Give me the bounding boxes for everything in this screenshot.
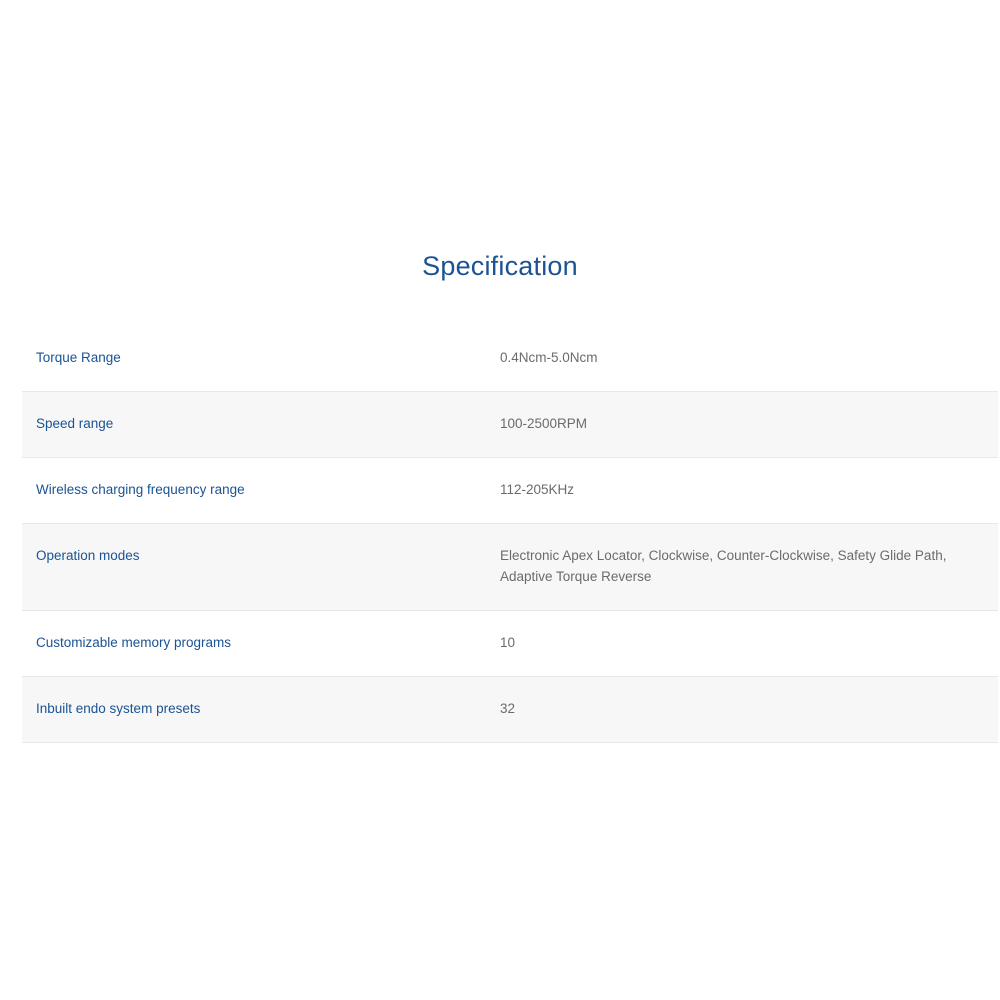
spec-value: Electronic Apex Locator, Clockwise, Counter-Clockwise, Safety Glide Path, Adaptive Torque Reverse [500, 548, 947, 585]
spec-value: 10 [500, 635, 516, 650]
spec-value: 0.4Ncm-5.0Ncm [500, 350, 598, 366]
table-row [22, 334, 998, 391]
specification-table [22, 334, 998, 742]
specification-section [0, 250, 1000, 743]
spec-label: Speed range [36, 416, 114, 432]
spec-label: Inbuilt endo system presets [36, 700, 201, 716]
spec-label: Operation modes [36, 548, 140, 564]
spec-value: 100-2500RPM [500, 416, 588, 432]
spec-label: Wireless charging frequency range [36, 482, 245, 498]
spec-value: 32 [500, 700, 516, 716]
page-title: Specification [422, 251, 578, 281]
spec-value: 112-205KHz [500, 482, 575, 498]
table-row [22, 676, 998, 742]
table-row [22, 458, 998, 524]
table-row [22, 611, 998, 677]
spec-label: Torque Range [36, 350, 121, 366]
table-row [22, 392, 998, 458]
specification-table-body [22, 334, 998, 742]
table-row [22, 524, 998, 611]
spec-label: Customizable memory programs [36, 635, 232, 650]
